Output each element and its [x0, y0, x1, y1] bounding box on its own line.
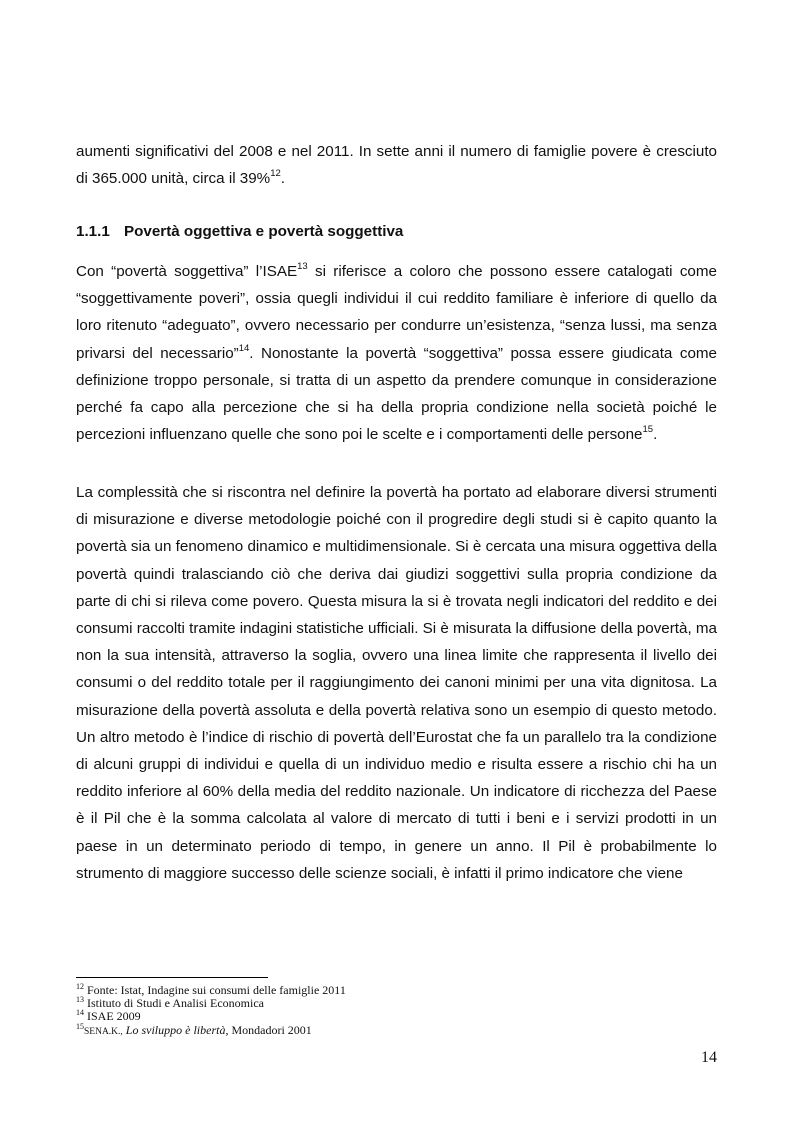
footnote-book-title: Lo sviluppo è libertà [125, 1022, 226, 1037]
footnote-ref-12[interactable]: 12 [270, 168, 281, 180]
section-title: Povertà oggettiva e povertà soggettiva [124, 223, 404, 240]
section-heading [76, 222, 403, 242]
paragraph-intro: aumenti significativi del 2008 e nel 2011. In sette anni il numero di famiglie povere è cresciuto di 365.000 unità, circa il 39%$^{12}$. [76, 143, 717, 188]
section-number: 1.1.1 [76, 223, 110, 240]
paragraph-subjective-poverty: Con “povertà soggettiva” l’ISAE$^{13}$ si riferisce a coloro che possono essere catalogati come “soggettivamente poveri”, ossia quegli individui il cui reddito familiare è inferiore di quello da loro ritenuto “adeguato”, ovvero necessario per condurre un’esistenza, “senza lussi, ma senza privarsi del necessario”$^{14}$. Nonostante la povertà “soggettiva” possa essere giudicata come definizione troppo personale, si tratta di un aspetto da prendere comunque in considerazione perché fa capo alla percezione che si ha della propria condizione nella società poiché le percezioni influenzano quelle che sono poi le scelte e i comportamenti delle persone$^{15}$. [76, 260, 717, 444]
footnotes [76, 984, 716, 1039]
footnote-14: $^{14}$ ISAE 2009 [76, 1008, 141, 1024]
paragraph-measurement: La complessità che si riscontra nel definire la povertà ha portato ad elaborare diversi strumenti di misurazione e diverse metodologie poiché con il progredire degli studi si è capito quanto la povertà sia un fenomeno dinamico e multidimensionale. Si è cercata una misura oggettiva della povertà quindi tralasciando ciò che deriva dai giudizi soggettivi sulla propria condizione da parte di chi si rileva come povero. Questa misura la si è trovata negli indicatori del reddito e dei consumi raccolti tramite indagini statistiche ufficiali. Si è misurata la diffusione della povertà, ma non la sua intensità, attraverso la soglia, ovvero una linea limite che rappresenta il livello dei consumi o del reddito totale per il raggiungimento dei canoni minimi per una vita dignitosa. La misurazione della povertà assoluta e della povertà relativa sono un esempio di questo metodo. Un altro metodo è l’indice di rischio di povertà dell’Eurostat che fa un parallelo tra la condizione di alcuni gruppi di individui e quella di un individuo medio e risulta essere a rischio chi ha un reddito inferiore al 60% della media del reddito nazionale. Un indicatore di ricchezza del Paese è il Pil che è la somma calcolata al valore di mercato di tutti i beni e i servizi prodotti in un paese in un determinato periodo di tempo, in genere un anno. Il Pil è probabilmente lo strumento di maggiore successo delle scienze sociali, è infatti il primo indicatore che viene [76, 484, 717, 882]
footnote-author: SENA.K., [84, 1026, 123, 1037]
footnote-15: $^{15}$SENA.K., Lo sviluppo è libertà, Mondadori 2001 [76, 1021, 312, 1037]
footnote-ref-15[interactable]: 15 [642, 424, 654, 436]
page-number: 14 [701, 1049, 717, 1066]
footnote-12: $^{12}$ Fonte: Istat, Indagine sui consumi delle famiglie 2011 [76, 982, 346, 997]
footnote-ref-14[interactable]: 14 [238, 342, 250, 354]
footnote-divider [76, 977, 268, 978]
footnote-13: $^{13}$ Istituto di Studi e Analisi Economica [76, 995, 264, 1011]
footnote-ref-13[interactable]: 13 [297, 260, 308, 272]
